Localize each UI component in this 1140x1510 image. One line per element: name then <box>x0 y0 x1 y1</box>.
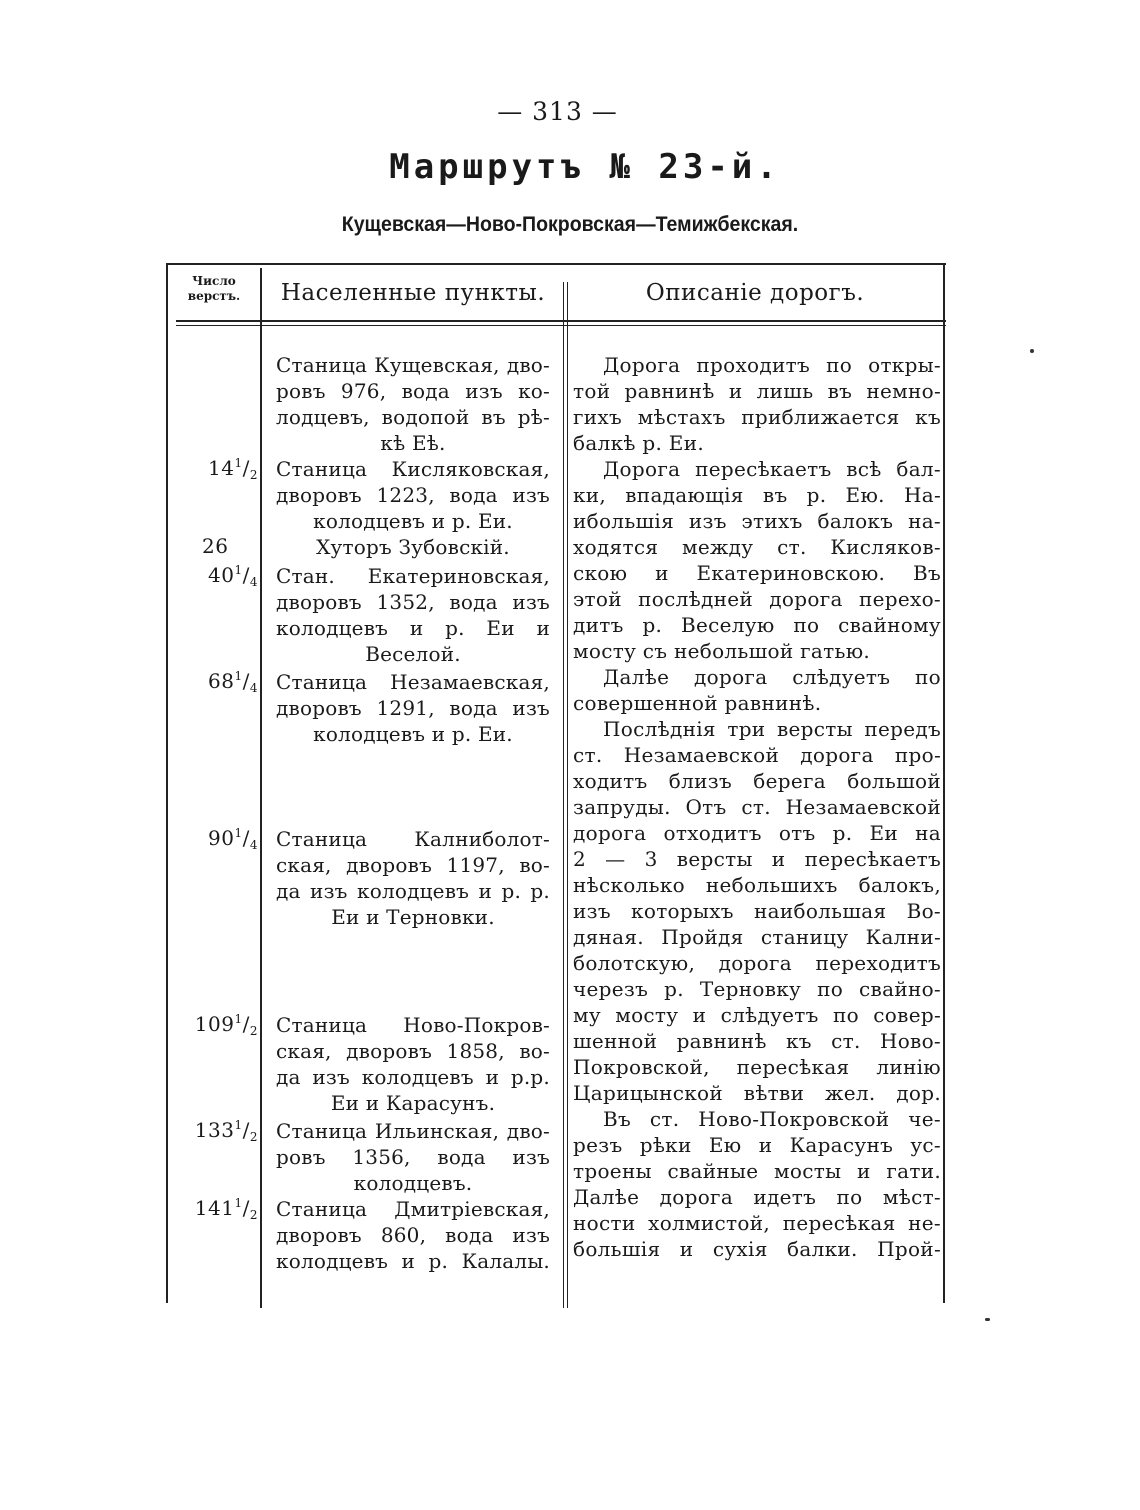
description-line: ходитъ близъ берега большой <box>573 769 941 793</box>
distance-value: $133^1/_2$ <box>194 1118 258 1144</box>
place-line: колодцевъ и р. Еи. <box>313 509 513 533</box>
place-line: колодцевъ и р. Калалы. <box>276 1249 550 1273</box>
scan-speck <box>985 1318 990 1321</box>
header-description: Описаніе дорогъ. <box>645 280 865 306</box>
description-line: черезъ р. Терновку по свайно- <box>573 977 941 1001</box>
distance-value: $90^1/_4$ <box>208 826 258 852</box>
place-line: Станица Калниболот- <box>276 827 550 851</box>
description-line: совершенной равнинѣ. <box>573 691 822 715</box>
table-left-border <box>166 263 168 1303</box>
description-line: балкѣ р. Еи. <box>573 431 704 455</box>
place-entry <box>276 1196 550 1274</box>
place-line: ровъ 1356, вода изъ <box>276 1145 550 1169</box>
place-line: дворовъ 860, вода изъ <box>276 1223 550 1247</box>
place-line: колодцевъ. <box>353 1171 473 1195</box>
place-line: Станица Ильинская, дво- <box>276 1119 550 1143</box>
description-line: той равнинѣ и лишь въ немно- <box>573 379 941 403</box>
distance-value: $40^1/_4$ <box>208 563 258 589</box>
description-line: запруды. Отъ ст. Незамаевской <box>573 795 941 819</box>
place-entry <box>276 826 550 930</box>
place-line: Станица Кисляковская, <box>276 457 550 481</box>
place-line: Еи и Карасунъ. <box>330 1091 496 1115</box>
place-line: ская, дворовъ 1197, во- <box>276 853 550 877</box>
description-line: ходятся между ст. Кисляков- <box>573 535 941 559</box>
place-entry <box>276 534 550 560</box>
place-line: Стан. Екатериновская, <box>276 564 550 588</box>
description-line: Дорога проходитъ по откры- <box>603 353 941 377</box>
description-line: троены свайные мосты и гати. <box>573 1159 941 1183</box>
route-title: Маршрутъ № 23-й. <box>389 147 781 187</box>
scan-speck <box>1030 349 1034 353</box>
column-divider-2b <box>567 282 568 1308</box>
place-entry <box>276 563 550 667</box>
description-line: изъ которыхъ наибольшая Во- <box>573 899 941 923</box>
description-line: Дорога пересѣкаетъ всѣ бал- <box>603 457 941 481</box>
place-line: Станица Дмитріевская, <box>276 1197 550 1221</box>
description-line: дяная. Пройдя станицу Кални- <box>573 925 941 949</box>
place-line: Станица Кущевская, дво- <box>276 353 550 377</box>
header-distance-line1: Число <box>192 274 236 288</box>
place-line: да изъ колодцевъ и р.р. <box>276 1065 550 1089</box>
place-entry <box>276 352 550 456</box>
place-line: дворовъ 1291, вода изъ <box>276 696 550 720</box>
table-right-border <box>943 263 945 1303</box>
description-line: болотскую, дорога переходитъ <box>573 951 941 975</box>
place-line: да изъ колодцевъ и р. р. <box>276 879 550 903</box>
place-line: Еи и Терновки. <box>331 905 495 929</box>
column-divider-1 <box>260 268 262 1308</box>
header-rule-2 <box>176 325 946 326</box>
place-line: колодцевъ и р. Еи. <box>313 722 513 746</box>
place-line: дворовъ 1352, вода изъ <box>276 590 550 614</box>
column-divider-2 <box>563 282 564 1308</box>
route-subtitle: Кущевская—Ново-Покровская—Темижбекская. <box>341 213 799 236</box>
header-rule <box>176 320 946 322</box>
description-line: Покровской, пересѣкая линію <box>573 1055 941 1079</box>
road-description <box>573 352 941 1262</box>
description-line: скою и Екатериновскою. Въ <box>573 561 941 585</box>
description-line: ст. Незамаевской дорога про- <box>573 743 941 767</box>
description-line: дорога отходитъ отъ р. Еи на <box>573 821 941 845</box>
description-line: этой послѣдней дорога перехо- <box>573 587 941 611</box>
description-line: дитъ р. Веселую по свайному <box>573 613 941 637</box>
header-distance-line2: верстъ. <box>187 289 241 303</box>
place-line: колодцевъ и р. Еи и <box>276 616 550 640</box>
place-entry <box>276 669 550 747</box>
place-line: Станица Незамаевская, <box>276 670 550 694</box>
description-line: мосту съ небольшой гатью. <box>573 639 871 663</box>
distance-value: $109^1/_2$ <box>194 1012 258 1038</box>
description-line: Въ ст. Ново-Покровской че- <box>603 1107 941 1131</box>
table-top-rule <box>166 263 946 265</box>
distance-value: 26 <box>202 534 229 558</box>
description-line: нѣсколько небольшихъ балокъ, <box>573 873 941 897</box>
place-line: Хуторъ Зубовскій. <box>316 535 510 559</box>
description-line: ибольшія изъ этихъ балокъ на- <box>573 509 941 533</box>
place-entry <box>276 1118 550 1196</box>
distance-value: $14^1/_2$ <box>208 456 258 482</box>
place-entry <box>276 456 550 534</box>
place-line: Станица Ново-Покров- <box>276 1013 550 1037</box>
page-number: — 313 — <box>497 97 618 126</box>
description-line: ности холмистой, пересѣкая не- <box>573 1211 941 1235</box>
place-line: дворовъ 1223, вода изъ <box>276 483 550 507</box>
description-line: гихъ мѣстахъ приближается къ <box>573 405 941 429</box>
place-line: ская, дворовъ 1858, во- <box>276 1039 550 1063</box>
header-places: Населенные пункты. <box>280 280 546 306</box>
description-line: Послѣднія три версты передъ <box>603 717 941 741</box>
description-line: 2 — 3 версты и пересѣкаетъ <box>573 847 941 871</box>
place-line: ровъ 976, вода изъ ко- <box>276 379 550 403</box>
description-line: шенной равнинѣ къ ст. Ново- <box>573 1029 941 1053</box>
distance-column <box>172 0 260 1510</box>
place-line: лодцевъ, водопой въ рѣ- <box>276 405 550 429</box>
description-line: ки, впадающія въ р. Ею. На- <box>573 483 941 507</box>
place-line: кѣ Еѣ. <box>380 431 446 455</box>
distance-value: $141^1/_2$ <box>194 1196 258 1222</box>
description-line: му мосту и слѣдуетъ по совер- <box>573 1003 941 1027</box>
place-line: Веселой. <box>365 642 461 666</box>
description-line: большія и сухія балки. Прой- <box>573 1237 941 1261</box>
description-line: Царицынской вѣтви жел. дор. <box>573 1081 941 1105</box>
description-line: Далѣе дорога идетъ по мѣст- <box>573 1185 941 1209</box>
place-entry <box>276 1012 550 1116</box>
description-line: резъ рѣки Ею и Карасунъ ус- <box>573 1133 941 1157</box>
distance-value: $68^1/_4$ <box>208 669 258 695</box>
description-line: Далѣе дорога слѣдуетъ по <box>603 665 941 689</box>
